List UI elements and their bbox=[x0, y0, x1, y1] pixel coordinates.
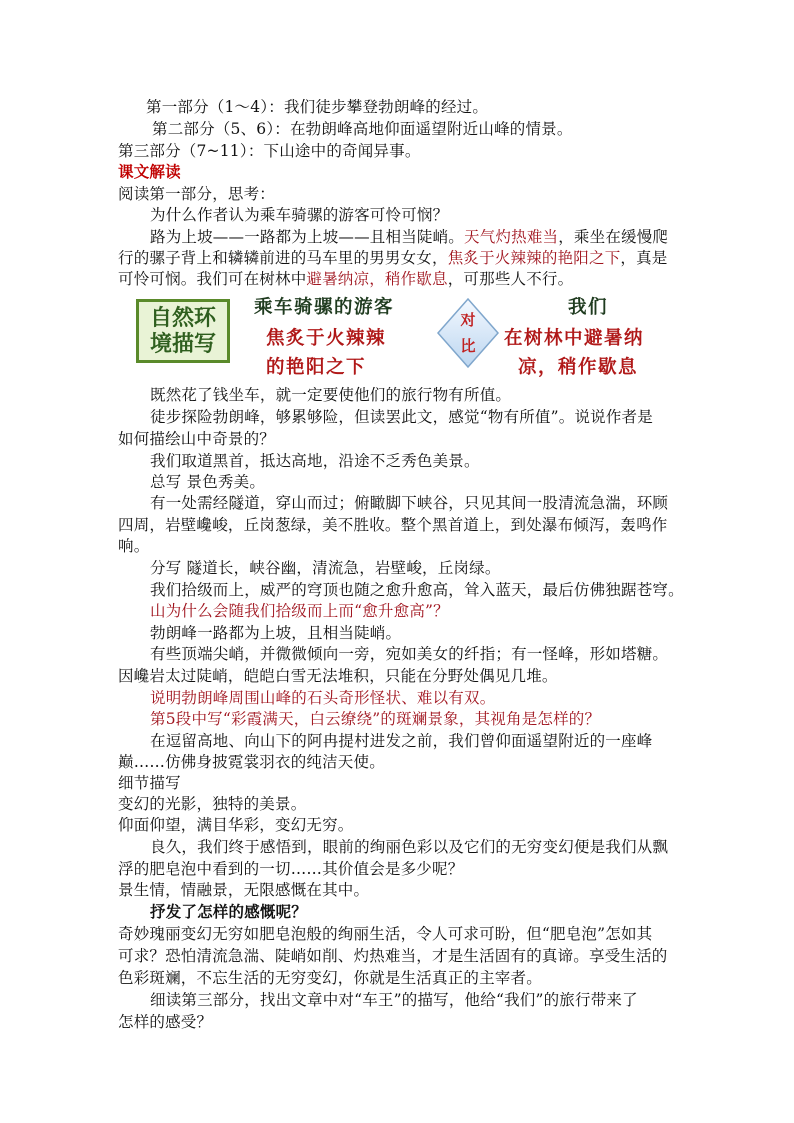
quote-text: ，乘坐在缓慢爬 bbox=[558, 228, 669, 246]
paragraph-line: 勃朗峰一路都为上坡，且相当陡峭。 bbox=[150, 624, 402, 642]
question-3: 山为什么会随我们拾级而上而“愈升愈高”？ bbox=[150, 602, 449, 620]
answer-line: 色彩斑斓，不忘生活的无穷变幻，你就是生活真正的主宰者。 bbox=[118, 969, 542, 987]
left-line-3: 的艳阳之下 bbox=[266, 357, 367, 378]
note-line: 变幻的光影，独特的美景。 bbox=[118, 795, 307, 813]
quote-text: ，真是 bbox=[620, 249, 668, 267]
right-line-2: 在树林中避暑纳 bbox=[504, 328, 645, 349]
summary-line: 总写 景色秀美。 bbox=[150, 473, 266, 491]
paragraph-line: 因巉岩太过陡峭，皑皑白雪无法堆积，只能在分野处偶见几堆。 bbox=[118, 667, 558, 685]
paragraph-line: 我们拾级而上，威严的穹顶也随之愈升愈高，耸入蓝天，最后仿佛独踞苍穹。 bbox=[150, 581, 684, 599]
quote-line-3 bbox=[118, 268, 573, 290]
quote-text: 可怜可悯。我们可在树林中 bbox=[118, 270, 307, 288]
question-5: 抒发了怎样的感慨呢？ bbox=[150, 902, 308, 921]
outline-part-1: 第一部分（1～4）：我们徒步攀登勃朗峰的经过。 bbox=[146, 98, 489, 116]
note-line: 景生情，情融景，无限感慨在其中。 bbox=[118, 881, 370, 899]
nature-label-line-2: 境描写 bbox=[149, 332, 216, 357]
quote-text: 行的骡子背上和辚辚前进的马车里的男男女女， bbox=[118, 249, 448, 267]
paragraph-line: 有一处需经隧道，穿山而过；俯瞰脚下峡谷，只见其间一股清流急湍，环顾 bbox=[150, 494, 669, 512]
section-heading: 课文解读 bbox=[118, 162, 181, 181]
question-1: 为什么作者认为乘车骑骡的游客可怜可悯？ bbox=[150, 206, 449, 224]
question-6-line-2: 怎样的感受？ bbox=[118, 1013, 213, 1031]
answer-line: 说明勃朗峰周围山峰的石头奇形怪状、难以有双。 bbox=[150, 689, 496, 707]
detail-line: 分写 隧道长，峡谷幽，清流急，岩壁峻，丘岗绿。 bbox=[150, 559, 501, 577]
left-line-2: 焦炙于火辣辣 bbox=[266, 328, 387, 349]
compare-char-1: 对 bbox=[460, 311, 476, 329]
paragraph-line: 四周，岩壁巉峻，丘岗葱绿，美不胜收。整个黑首道上，到处瀑布倾泻，轰鸣作 bbox=[118, 516, 668, 534]
contrast-banner bbox=[136, 291, 681, 381]
paragraph-line: 响。 bbox=[118, 537, 150, 555]
compare-char-2: 比 bbox=[460, 337, 476, 355]
paragraph-line: 巅……仿佛身披霓裳羽衣的纯洁天使。 bbox=[118, 753, 385, 771]
reading-prompt: 阅读第一部分，思考： bbox=[118, 185, 276, 203]
highlight-text: 天气灼热难当 bbox=[464, 228, 559, 246]
highlight-text: 避暑纳凉，稍作歇息 bbox=[306, 270, 448, 288]
question-4: 第5段中写“彩霞满天，白云缭绕”的斑斓景象，其视角是怎样的？ bbox=[150, 710, 601, 728]
answer-line: 奇妙瑰丽变幻无穷如肥皂泡般的绚丽生活，令人可求可盼，但“肥皂泡”怎如其 bbox=[118, 925, 653, 943]
paragraph-line: 良久，我们终于感悟到，眼前的绚丽色彩以及它们的无穷变幻便是我们从飘 bbox=[150, 838, 669, 856]
quote-text: 路为上坡——一路都为上坡——且相当陡峭。 bbox=[150, 228, 465, 246]
paragraph-line: 在逗留高地、向山下的阿冉提村进发之前，我们曾仰面遥望附近的一座峰 bbox=[150, 732, 653, 750]
right-line-3: 凉，稍作歇息 bbox=[518, 357, 639, 378]
note-line: 仰面仰望，满目华彩，变幻无穷。 bbox=[118, 816, 354, 834]
paragraph-line: 浮的肥皂泡中看到的一切……其价值会是多少呢？ bbox=[118, 860, 464, 878]
quote-text: ，可那些人不行。 bbox=[447, 270, 574, 288]
diamond-shape-icon bbox=[436, 297, 500, 369]
question-2-line-1: 徒步探险勃朗峰，够累够险，但读罢此文，感觉“物有所值”。说说作者是 bbox=[150, 408, 653, 426]
question-2-line-2: 如何描绘山中奇景的？ bbox=[118, 430, 276, 448]
answer-line: 可求？恐怕清流急湍、陡峭如削、灼热难当，才是生活固有的真谛。享受生活的 bbox=[118, 947, 668, 965]
paragraph-line: 我们取道黑首，抵达高地，沿途不乏秀色美景。 bbox=[150, 452, 480, 470]
paragraph-line: 既然花了钱坐车，就一定要使他们的旅行物有所值。 bbox=[150, 386, 512, 404]
question-6-line-1: 细读第三部分，找出文章中对“车王”的描写，他给“我们”的旅行带来了 bbox=[150, 991, 638, 1009]
paragraph-line: 有些顶端尖峭，并微微倾向一旁，宛如美女的纤指；有一怪峰，形如塔糖。 bbox=[150, 645, 669, 663]
quote-line-1 bbox=[150, 226, 668, 248]
nature-description-box bbox=[136, 299, 230, 363]
outline-part-2: 第二部分（5、6）：在勃朗峰高地仰面遥望附近山峰的情景。 bbox=[152, 120, 573, 138]
highlight-text: 焦炙于火辣辣的艳阳之下 bbox=[447, 249, 621, 267]
nature-label-line-1: 自然环 bbox=[149, 306, 216, 331]
quote-line-2 bbox=[118, 247, 668, 269]
right-heading: 我们 bbox=[568, 297, 609, 318]
note-line: 细节描写 bbox=[118, 774, 181, 792]
outline-part-3: 第三部分（7~11）：下山途中的奇闻异事。 bbox=[118, 142, 421, 160]
compare-diamond bbox=[436, 297, 500, 369]
left-heading: 乘车骑骡的游客 bbox=[254, 297, 395, 318]
